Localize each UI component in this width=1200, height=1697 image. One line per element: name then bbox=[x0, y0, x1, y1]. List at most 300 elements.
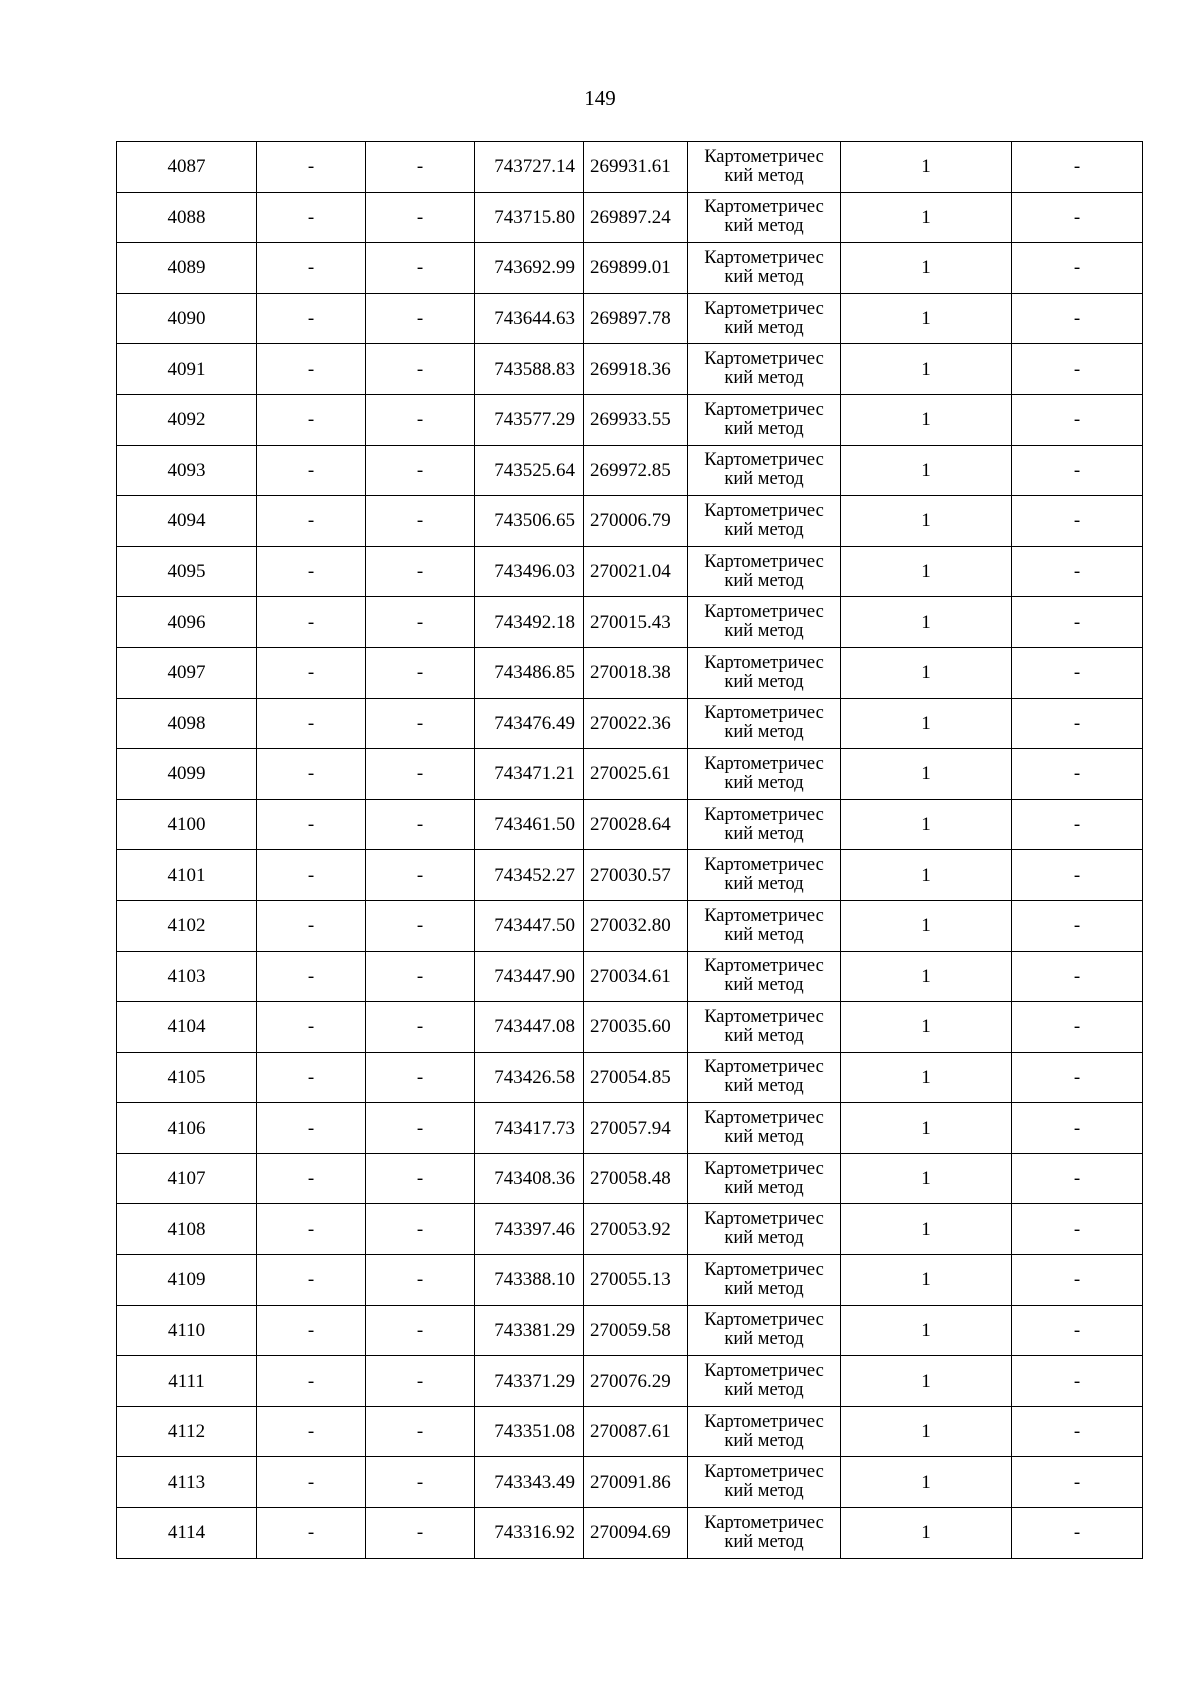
last-column-cell: - bbox=[1012, 243, 1143, 294]
point-number-cell: 4097 bbox=[117, 647, 257, 698]
method-line-2: кий метод bbox=[724, 519, 804, 540]
method-line-2: кий метод bbox=[724, 874, 804, 895]
method-cell bbox=[688, 293, 841, 344]
last-column-cell: - bbox=[1012, 951, 1143, 1002]
last-column-cell: - bbox=[1012, 445, 1143, 496]
column-3-cell: - bbox=[366, 1204, 475, 1255]
table-row bbox=[117, 951, 1143, 1002]
table-row bbox=[117, 900, 1143, 951]
column-3-cell: - bbox=[366, 1457, 475, 1508]
x-coordinate-cell: 743447.08 bbox=[475, 1002, 584, 1053]
column-3-cell: - bbox=[366, 1153, 475, 1204]
x-coordinate-cell: 743727.14 bbox=[475, 142, 584, 193]
column-3-cell: - bbox=[366, 192, 475, 243]
page-number: 149 bbox=[584, 86, 616, 110]
column-2-cell: - bbox=[257, 1305, 366, 1356]
column-3-cell: - bbox=[366, 1103, 475, 1154]
method-line-2: кий метод bbox=[724, 1025, 804, 1046]
point-number-cell: 4101 bbox=[117, 850, 257, 901]
x-coordinate-cell: 743408.36 bbox=[475, 1153, 584, 1204]
table-row bbox=[117, 192, 1143, 243]
last-column-cell: - bbox=[1012, 1255, 1143, 1306]
method-line-1: Картометричес bbox=[704, 602, 824, 623]
method-cell bbox=[688, 1255, 841, 1306]
x-coordinate-cell: 743692.99 bbox=[475, 243, 584, 294]
y-coordinate-cell: 270094.69 bbox=[584, 1508, 688, 1559]
y-coordinate-cell: 270057.94 bbox=[584, 1103, 688, 1154]
column-2-cell: - bbox=[257, 1356, 366, 1407]
table-row bbox=[117, 243, 1143, 294]
method-line-1: Картометричес bbox=[704, 399, 824, 420]
method-cell bbox=[688, 243, 841, 294]
method-line-2: кий метод bbox=[724, 1076, 804, 1097]
y-coordinate-cell: 270059.58 bbox=[584, 1305, 688, 1356]
accuracy-cell: 1 bbox=[841, 698, 1012, 749]
y-coordinate-cell: 270053.92 bbox=[584, 1204, 688, 1255]
method-line-1: Картометричес bbox=[704, 753, 824, 774]
table-row bbox=[117, 597, 1143, 648]
point-number-cell: 4095 bbox=[117, 546, 257, 597]
column-2-cell: - bbox=[257, 1002, 366, 1053]
x-coordinate-cell: 743461.50 bbox=[475, 799, 584, 850]
method-line-1: Картометричес bbox=[704, 1259, 824, 1280]
method-line-1: Картометричес bbox=[704, 1310, 824, 1331]
accuracy-cell: 1 bbox=[841, 597, 1012, 648]
point-number-cell: 4100 bbox=[117, 799, 257, 850]
table-row bbox=[117, 344, 1143, 395]
x-coordinate-cell: 743644.63 bbox=[475, 293, 584, 344]
column-2-cell: - bbox=[257, 1457, 366, 1508]
column-3-cell: - bbox=[366, 243, 475, 294]
method-line-1: Картометричес bbox=[704, 349, 824, 370]
column-2-cell: - bbox=[257, 900, 366, 951]
point-number-cell: 4102 bbox=[117, 900, 257, 951]
table-row bbox=[117, 293, 1143, 344]
y-coordinate-cell: 269897.24 bbox=[584, 192, 688, 243]
column-3-cell: - bbox=[366, 496, 475, 547]
column-2-cell: - bbox=[257, 496, 366, 547]
last-column-cell: - bbox=[1012, 1103, 1143, 1154]
method-line-2: кий метод bbox=[724, 165, 804, 186]
method-cell bbox=[688, 1508, 841, 1559]
column-3-cell: - bbox=[366, 597, 475, 648]
x-coordinate-cell: 743351.08 bbox=[475, 1406, 584, 1457]
y-coordinate-cell: 270055.13 bbox=[584, 1255, 688, 1306]
x-coordinate-cell: 743343.49 bbox=[475, 1457, 584, 1508]
point-number-cell: 4108 bbox=[117, 1204, 257, 1255]
method-cell bbox=[688, 1153, 841, 1204]
method-line-2: кий метод bbox=[724, 772, 804, 793]
last-column-cell: - bbox=[1012, 799, 1143, 850]
table-row bbox=[117, 1153, 1143, 1204]
point-number-cell: 4114 bbox=[117, 1508, 257, 1559]
accuracy-cell: 1 bbox=[841, 1356, 1012, 1407]
accuracy-cell: 1 bbox=[841, 1406, 1012, 1457]
column-3-cell: - bbox=[366, 1052, 475, 1103]
accuracy-cell: 1 bbox=[841, 496, 1012, 547]
column-2-cell: - bbox=[257, 799, 366, 850]
x-coordinate-cell: 743316.92 bbox=[475, 1508, 584, 1559]
accuracy-cell: 1 bbox=[841, 243, 1012, 294]
method-cell bbox=[688, 1406, 841, 1457]
accuracy-cell: 1 bbox=[841, 546, 1012, 597]
accuracy-cell: 1 bbox=[841, 1457, 1012, 1508]
last-column-cell: - bbox=[1012, 1457, 1143, 1508]
method-cell bbox=[688, 951, 841, 1002]
method-line-1: Картометричес bbox=[704, 1512, 824, 1533]
method-line-1: Картометричес bbox=[704, 703, 824, 724]
y-coordinate-cell: 269897.78 bbox=[584, 293, 688, 344]
column-2-cell: - bbox=[257, 951, 366, 1002]
x-coordinate-cell: 743447.50 bbox=[475, 900, 584, 951]
last-column-cell: - bbox=[1012, 1305, 1143, 1356]
column-3-cell: - bbox=[366, 394, 475, 445]
y-coordinate-cell: 270076.29 bbox=[584, 1356, 688, 1407]
method-line-2: кий метод bbox=[724, 1481, 804, 1502]
column-2-cell: - bbox=[257, 1406, 366, 1457]
table-row bbox=[117, 1406, 1143, 1457]
table-row bbox=[117, 546, 1143, 597]
method-line-2: кий метод bbox=[724, 266, 804, 287]
column-2-cell: - bbox=[257, 1508, 366, 1559]
last-column-cell: - bbox=[1012, 142, 1143, 193]
column-3-cell: - bbox=[366, 799, 475, 850]
accuracy-cell: 1 bbox=[841, 1103, 1012, 1154]
point-number-cell: 4105 bbox=[117, 1052, 257, 1103]
column-3-cell: - bbox=[366, 1305, 475, 1356]
method-line-1: Картометричес bbox=[704, 652, 824, 673]
table-row bbox=[117, 1002, 1143, 1053]
column-2-cell: - bbox=[257, 1103, 366, 1154]
point-number-cell: 4113 bbox=[117, 1457, 257, 1508]
x-coordinate-cell: 743426.58 bbox=[475, 1052, 584, 1103]
y-coordinate-cell: 270032.80 bbox=[584, 900, 688, 951]
method-cell bbox=[688, 647, 841, 698]
column-3-cell: - bbox=[366, 1002, 475, 1053]
x-coordinate-cell: 743486.85 bbox=[475, 647, 584, 698]
y-coordinate-cell: 270035.60 bbox=[584, 1002, 688, 1053]
last-column-cell: - bbox=[1012, 496, 1143, 547]
column-2-cell: - bbox=[257, 1255, 366, 1306]
method-line-1: Картометричес bbox=[704, 855, 824, 876]
accuracy-cell: 1 bbox=[841, 799, 1012, 850]
method-cell bbox=[688, 1305, 841, 1356]
column-2-cell: - bbox=[257, 344, 366, 395]
table-row bbox=[117, 799, 1143, 850]
method-line-2: кий метод bbox=[724, 975, 804, 996]
coordinates-table bbox=[116, 141, 1143, 1559]
method-line-2: кий метод bbox=[724, 722, 804, 743]
table-row bbox=[117, 1052, 1143, 1103]
point-number-cell: 4092 bbox=[117, 394, 257, 445]
accuracy-cell: 1 bbox=[841, 445, 1012, 496]
method-line-1: Картометричес bbox=[704, 1158, 824, 1179]
y-coordinate-cell: 270034.61 bbox=[584, 951, 688, 1002]
point-number-cell: 4096 bbox=[117, 597, 257, 648]
method-cell bbox=[688, 496, 841, 547]
method-cell bbox=[688, 142, 841, 193]
accuracy-cell: 1 bbox=[841, 900, 1012, 951]
y-coordinate-cell: 270025.61 bbox=[584, 749, 688, 800]
table-row bbox=[117, 1305, 1143, 1356]
method-line-2: кий метод bbox=[724, 924, 804, 945]
point-number-cell: 4094 bbox=[117, 496, 257, 547]
x-coordinate-cell: 743388.10 bbox=[475, 1255, 584, 1306]
y-coordinate-cell: 269931.61 bbox=[584, 142, 688, 193]
method-cell bbox=[688, 192, 841, 243]
table-row bbox=[117, 647, 1143, 698]
column-2-cell: - bbox=[257, 142, 366, 193]
point-number-cell: 4104 bbox=[117, 1002, 257, 1053]
method-line-1: Картометричес bbox=[704, 1411, 824, 1432]
column-2-cell: - bbox=[257, 647, 366, 698]
table-row bbox=[117, 1356, 1143, 1407]
method-line-2: кий метод bbox=[724, 1430, 804, 1451]
method-line-1: Картометричес bbox=[704, 1462, 824, 1483]
method-cell bbox=[688, 799, 841, 850]
point-number-cell: 4112 bbox=[117, 1406, 257, 1457]
point-number-cell: 4107 bbox=[117, 1153, 257, 1204]
method-line-2: кий метод bbox=[724, 1228, 804, 1249]
point-number-cell: 4089 bbox=[117, 243, 257, 294]
table-row bbox=[117, 394, 1143, 445]
column-2-cell: - bbox=[257, 293, 366, 344]
method-cell bbox=[688, 850, 841, 901]
x-coordinate-cell: 743471.21 bbox=[475, 749, 584, 800]
last-column-cell: - bbox=[1012, 597, 1143, 648]
column-3-cell: - bbox=[366, 142, 475, 193]
last-column-cell: - bbox=[1012, 698, 1143, 749]
last-column-cell: - bbox=[1012, 1153, 1143, 1204]
point-number-cell: 4106 bbox=[117, 1103, 257, 1154]
method-line-2: кий метод bbox=[724, 469, 804, 490]
column-3-cell: - bbox=[366, 445, 475, 496]
point-number-cell: 4093 bbox=[117, 445, 257, 496]
last-column-cell: - bbox=[1012, 1406, 1143, 1457]
y-coordinate-cell: 269918.36 bbox=[584, 344, 688, 395]
y-coordinate-cell: 270028.64 bbox=[584, 799, 688, 850]
column-2-cell: - bbox=[257, 597, 366, 648]
column-3-cell: - bbox=[366, 951, 475, 1002]
last-column-cell: - bbox=[1012, 192, 1143, 243]
method-line-1: Картометричес bbox=[704, 956, 824, 977]
column-3-cell: - bbox=[366, 1508, 475, 1559]
column-3-cell: - bbox=[366, 647, 475, 698]
accuracy-cell: 1 bbox=[841, 1508, 1012, 1559]
method-cell bbox=[688, 900, 841, 951]
column-2-cell: - bbox=[257, 445, 366, 496]
method-line-1: Картометричес bbox=[704, 1057, 824, 1078]
accuracy-cell: 1 bbox=[841, 647, 1012, 698]
method-line-1: Картометричес bbox=[704, 1209, 824, 1230]
x-coordinate-cell: 743496.03 bbox=[475, 546, 584, 597]
y-coordinate-cell: 270022.36 bbox=[584, 698, 688, 749]
x-coordinate-cell: 743397.46 bbox=[475, 1204, 584, 1255]
x-coordinate-cell: 743506.65 bbox=[475, 496, 584, 547]
y-coordinate-cell: 270058.48 bbox=[584, 1153, 688, 1204]
method-cell bbox=[688, 1002, 841, 1053]
method-cell bbox=[688, 546, 841, 597]
y-coordinate-cell: 270030.57 bbox=[584, 850, 688, 901]
column-3-cell: - bbox=[366, 900, 475, 951]
table-row bbox=[117, 445, 1143, 496]
accuracy-cell: 1 bbox=[841, 850, 1012, 901]
point-number-cell: 4099 bbox=[117, 749, 257, 800]
method-line-2: кий метод bbox=[724, 671, 804, 692]
y-coordinate-cell: 270006.79 bbox=[584, 496, 688, 547]
method-line-2: кий метод bbox=[724, 1531, 804, 1552]
method-line-2: кий метод bbox=[724, 1127, 804, 1148]
accuracy-cell: 1 bbox=[841, 192, 1012, 243]
accuracy-cell: 1 bbox=[841, 1255, 1012, 1306]
method-line-1: Картометричес bbox=[704, 298, 824, 319]
point-number-cell: 4090 bbox=[117, 293, 257, 344]
method-line-1: Картометричес bbox=[704, 247, 824, 268]
method-cell bbox=[688, 1204, 841, 1255]
method-cell bbox=[688, 1356, 841, 1407]
column-2-cell: - bbox=[257, 749, 366, 800]
x-coordinate-cell: 743577.29 bbox=[475, 394, 584, 445]
point-number-cell: 4103 bbox=[117, 951, 257, 1002]
accuracy-cell: 1 bbox=[841, 142, 1012, 193]
last-column-cell: - bbox=[1012, 344, 1143, 395]
column-2-cell: - bbox=[257, 1204, 366, 1255]
column-3-cell: - bbox=[366, 344, 475, 395]
point-number-cell: 4087 bbox=[117, 142, 257, 193]
method-cell bbox=[688, 597, 841, 648]
y-coordinate-cell: 270054.85 bbox=[584, 1052, 688, 1103]
method-line-2: кий метод bbox=[724, 1278, 804, 1299]
method-line-2: кий метод bbox=[724, 1380, 804, 1401]
method-cell bbox=[688, 1052, 841, 1103]
x-coordinate-cell: 743476.49 bbox=[475, 698, 584, 749]
method-line-2: кий метод bbox=[724, 368, 804, 389]
y-coordinate-cell: 270021.04 bbox=[584, 546, 688, 597]
table-row bbox=[117, 850, 1143, 901]
x-coordinate-cell: 743417.73 bbox=[475, 1103, 584, 1154]
x-coordinate-cell: 743715.80 bbox=[475, 192, 584, 243]
x-coordinate-cell: 743525.64 bbox=[475, 445, 584, 496]
y-coordinate-cell: 270091.86 bbox=[584, 1457, 688, 1508]
method-line-1: Картометричес bbox=[704, 804, 824, 825]
point-number-cell: 4098 bbox=[117, 698, 257, 749]
table-row bbox=[117, 698, 1143, 749]
method-line-1: Картометричес bbox=[704, 197, 824, 218]
method-cell bbox=[688, 1103, 841, 1154]
last-column-cell: - bbox=[1012, 850, 1143, 901]
point-number-cell: 4088 bbox=[117, 192, 257, 243]
method-line-1: Картометричес bbox=[704, 905, 824, 926]
column-3-cell: - bbox=[366, 293, 475, 344]
method-cell bbox=[688, 344, 841, 395]
accuracy-cell: 1 bbox=[841, 1002, 1012, 1053]
accuracy-cell: 1 bbox=[841, 394, 1012, 445]
x-coordinate-cell: 743492.18 bbox=[475, 597, 584, 648]
method-line-1: Картометричес bbox=[704, 1006, 824, 1027]
accuracy-cell: 1 bbox=[841, 1052, 1012, 1103]
column-2-cell: - bbox=[257, 192, 366, 243]
point-number-cell: 4110 bbox=[117, 1305, 257, 1356]
table-row bbox=[117, 749, 1143, 800]
last-column-cell: - bbox=[1012, 1002, 1143, 1053]
method-line-2: кий метод bbox=[724, 418, 804, 439]
method-line-1: Картометричес bbox=[704, 1361, 824, 1382]
last-column-cell: - bbox=[1012, 647, 1143, 698]
table-body bbox=[117, 142, 1143, 1559]
method-cell bbox=[688, 698, 841, 749]
method-line-1: Картометричес bbox=[704, 450, 824, 471]
point-number-cell: 4111 bbox=[117, 1356, 257, 1407]
column-2-cell: - bbox=[257, 1052, 366, 1103]
accuracy-cell: 1 bbox=[841, 749, 1012, 800]
last-column-cell: - bbox=[1012, 900, 1143, 951]
column-2-cell: - bbox=[257, 243, 366, 294]
method-line-1: Картометричес bbox=[704, 1108, 824, 1129]
table-row bbox=[117, 1204, 1143, 1255]
method-line-2: кий метод bbox=[724, 823, 804, 844]
last-column-cell: - bbox=[1012, 394, 1143, 445]
method-cell bbox=[688, 1457, 841, 1508]
table-row bbox=[117, 1255, 1143, 1306]
method-line-2: кий метод bbox=[724, 317, 804, 338]
column-2-cell: - bbox=[257, 1153, 366, 1204]
x-coordinate-cell: 743452.27 bbox=[475, 850, 584, 901]
y-coordinate-cell: 269972.85 bbox=[584, 445, 688, 496]
column-3-cell: - bbox=[366, 1356, 475, 1407]
point-number-cell: 4091 bbox=[117, 344, 257, 395]
method-line-2: кий метод bbox=[724, 1177, 804, 1198]
table-row bbox=[117, 1508, 1143, 1559]
method-line-2: кий метод bbox=[724, 1329, 804, 1350]
accuracy-cell: 1 bbox=[841, 1153, 1012, 1204]
last-column-cell: - bbox=[1012, 749, 1143, 800]
accuracy-cell: 1 bbox=[841, 1305, 1012, 1356]
method-line-2: кий метод bbox=[724, 216, 804, 237]
column-3-cell: - bbox=[366, 546, 475, 597]
column-2-cell: - bbox=[257, 394, 366, 445]
last-column-cell: - bbox=[1012, 293, 1143, 344]
column-2-cell: - bbox=[257, 698, 366, 749]
last-column-cell: - bbox=[1012, 1356, 1143, 1407]
last-column-cell: - bbox=[1012, 1204, 1143, 1255]
method-line-2: кий метод bbox=[724, 621, 804, 642]
point-number-cell: 4109 bbox=[117, 1255, 257, 1306]
column-2-cell: - bbox=[257, 850, 366, 901]
y-coordinate-cell: 270087.61 bbox=[584, 1406, 688, 1457]
x-coordinate-cell: 743371.29 bbox=[475, 1356, 584, 1407]
accuracy-cell: 1 bbox=[841, 293, 1012, 344]
method-line-2: кий метод bbox=[724, 570, 804, 591]
table-row bbox=[117, 496, 1143, 547]
x-coordinate-cell: 743588.83 bbox=[475, 344, 584, 395]
method-cell bbox=[688, 749, 841, 800]
table-row bbox=[117, 142, 1143, 193]
method-line-1: Картометричес bbox=[704, 500, 824, 521]
table-row bbox=[117, 1457, 1143, 1508]
y-coordinate-cell: 269933.55 bbox=[584, 394, 688, 445]
column-2-cell: - bbox=[257, 546, 366, 597]
last-column-cell: - bbox=[1012, 1052, 1143, 1103]
accuracy-cell: 1 bbox=[841, 1204, 1012, 1255]
column-3-cell: - bbox=[366, 698, 475, 749]
last-column-cell: - bbox=[1012, 1508, 1143, 1559]
last-column-cell: - bbox=[1012, 546, 1143, 597]
accuracy-cell: 1 bbox=[841, 344, 1012, 395]
y-coordinate-cell: 269899.01 bbox=[584, 243, 688, 294]
y-coordinate-cell: 270015.43 bbox=[584, 597, 688, 648]
column-3-cell: - bbox=[366, 850, 475, 901]
method-line-1: Картометричес bbox=[704, 146, 824, 167]
